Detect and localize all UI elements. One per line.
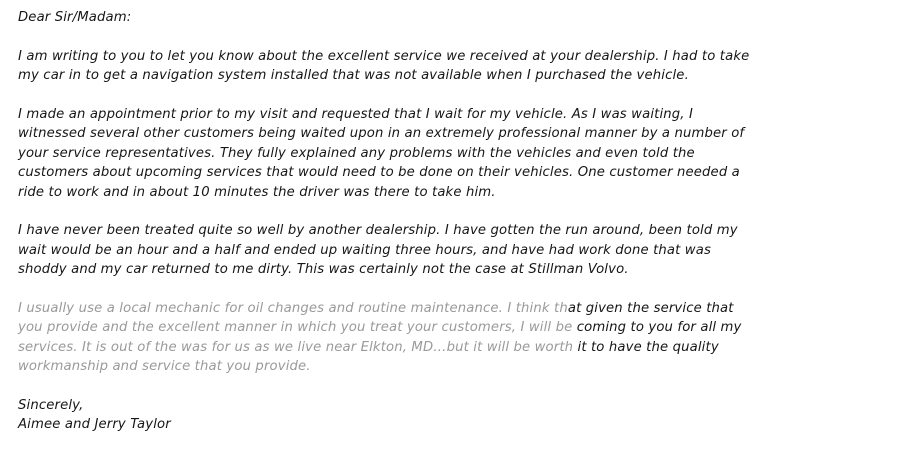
faded-text: services. It is out of the was for us as we live near Elkton, MD…but it will be worth xyxy=(18,339,574,355)
paragraph-2 xyxy=(18,105,888,202)
dark-text: at given the service that xyxy=(567,300,734,316)
paragraph-line: shoddy and my car returned to me dirty. This was certainly not the case at Stillman Volvo. xyxy=(18,262,629,278)
paragraph-1 xyxy=(18,47,888,86)
paragraph-gap xyxy=(18,27,888,46)
paragraph-line: ride to work and in about 10 minutes the driver was there to take him. xyxy=(18,184,496,200)
paragraph-line: I made an appointment prior to my visit and requested that I wait for my vehicle. As I was waiting, I xyxy=(18,106,694,122)
signature: Aimee and Jerry Taylor xyxy=(18,417,171,433)
paragraph-line: I am writing to you to let you know about the excellent service we received at your dealership. I had to take xyxy=(18,48,750,64)
paragraph-line: customers about upcoming services that would need to be done on their vehicles. One customer needed a xyxy=(18,165,740,181)
dark-text: it to have the quality xyxy=(573,339,719,355)
paragraph-line: your service representatives. They fully explained any problems with the vehicles and even told the xyxy=(18,145,695,161)
closing: Sincerely, xyxy=(18,397,84,413)
paragraph-line: my car in to get a navigation system installed that was not available when I purchased the vehicle. xyxy=(18,68,689,84)
faded-text: you provide and the excellent manner in which you treat your customers, I will be xyxy=(18,320,577,336)
dark-text: coming to you for all my xyxy=(576,320,742,336)
faded-text: workmanship and service that you provide. xyxy=(18,359,311,375)
paragraph-gap xyxy=(18,376,888,395)
paragraph-3 xyxy=(18,221,888,279)
paragraph-gap xyxy=(18,86,888,105)
paragraph-gap xyxy=(18,279,888,298)
paragraph-line: I have never been treated quite so well by another dealership. I have gotten the run around, been told my xyxy=(18,223,738,239)
salutation: Dear Sir/Madam: xyxy=(18,10,132,25)
paragraph-gap xyxy=(18,202,888,221)
paragraph-line: witnessed several other customers being waited upon in an extremely professional manner by a number of xyxy=(18,126,745,142)
faded-text: I usually use a local mechanic for oil changes and routine maintenance. I think th xyxy=(18,300,568,316)
paragraph-line xyxy=(18,299,888,318)
paragraph-line xyxy=(18,318,888,337)
paragraph-line: wait would be an hour and a half and ended up waiting three hours, and have had work done that was xyxy=(18,242,711,258)
letter-body xyxy=(18,8,888,435)
paragraph-4 xyxy=(18,299,888,377)
paragraph-line xyxy=(18,338,888,357)
paragraph-line xyxy=(18,357,888,376)
